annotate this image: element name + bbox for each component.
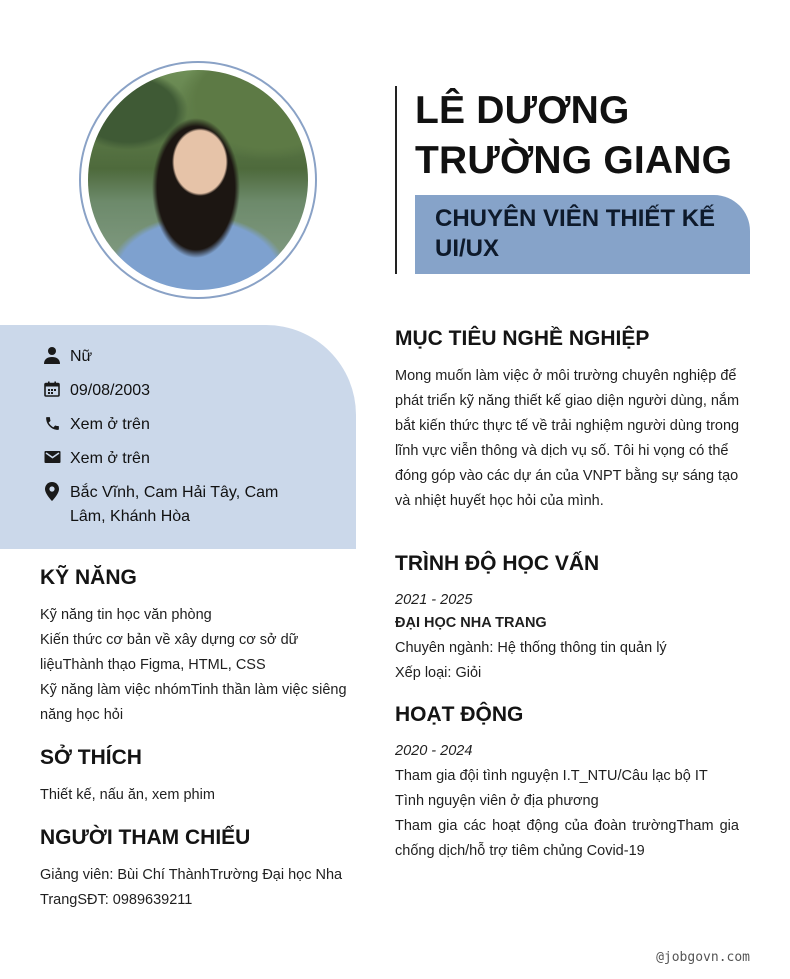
skill-line: Kiến thức cơ bản về xây dựng cơ sở dữ <box>40 632 299 648</box>
objective-line: đóng góp vào các dự án của VNPT bằng sự sáng tạo <box>395 468 739 484</box>
activity-line: Tham gia các hoạt động của đoàn trườngTham gia <box>395 818 739 834</box>
activities-entry <box>395 739 750 864</box>
education-entry <box>395 588 755 686</box>
activities-period: 2020 - 2024 <box>395 743 473 759</box>
candidate-name <box>415 86 775 186</box>
objective-line: Mong muốn làm việc ở môi trường chuyên nghiệp để <box>395 368 737 384</box>
activities-heading: HOẠT ĐỘNG <box>395 703 524 726</box>
activity-line: Tình nguyện viên ở địa phương <box>395 793 599 809</box>
hobbies-heading: SỞ THÍCH <box>40 746 142 769</box>
address-line2: Lâm, Khánh Hòa <box>70 508 191 525</box>
mail-icon <box>42 447 62 467</box>
education-major: Chuyên ngành: Hệ thống thông tin quản lý <box>395 640 667 656</box>
objective-text <box>395 364 755 514</box>
skills-heading: KỸ NĂNG <box>40 566 137 589</box>
skills-list <box>40 603 360 728</box>
gender-text: Nữ <box>70 348 93 365</box>
objective-heading: MỤC TIÊU NGHỀ NGHIỆP <box>395 327 650 350</box>
address-line1: Bắc Vĩnh, Cam Hải Tây, Cam <box>70 484 279 501</box>
avatar <box>88 70 308 290</box>
objective-line: và nhiệt huyết học hỏi của mình. <box>395 493 604 509</box>
references-text <box>40 863 360 913</box>
watermark: @jobgovn.com <box>656 950 750 965</box>
hobbies-line: Thiết kế, nấu ăn, xem phim <box>40 787 215 803</box>
activity-line: Tham gia đội tình nguyện I.T_NTU/Câu lạc bộ IT <box>395 768 708 784</box>
references-heading: NGƯỜI THAM CHIẾU <box>40 826 251 849</box>
candidate-name-line1: LÊ DƯƠNG <box>415 89 630 132</box>
reference-line: Giảng viên: Bùi Chí ThànhTrường Đại học Nha <box>40 867 343 883</box>
job-title-line2: UI/UX <box>435 235 500 262</box>
calendar-icon <box>42 379 62 399</box>
email-text: Xem ở trên <box>70 450 150 467</box>
reference-line: TrangSĐT: 0989639211 <box>40 892 193 908</box>
education-school: ĐẠI HỌC NHA TRANG <box>395 615 547 631</box>
address-text <box>70 481 320 529</box>
job-title-badge <box>415 195 750 274</box>
candidate-name-line2: TRƯỜNG GIANG <box>415 139 733 182</box>
education-grade: Xếp loại: Giỏi <box>395 665 482 681</box>
phone-text: Xem ở trên <box>70 416 150 433</box>
person-icon <box>42 345 62 365</box>
birthday-text: 09/08/2003 <box>70 382 151 399</box>
skill-line: liệuThành thạo Figma, HTML, CSS <box>40 657 266 673</box>
phone-icon <box>42 413 62 433</box>
education-heading: TRÌNH ĐỘ HỌC VẤN <box>395 552 600 575</box>
skill-line: Kỹ năng tin học văn phòng <box>40 607 212 623</box>
job-title-line1: CHUYÊN VIÊN THIẾT KẾ <box>435 205 716 232</box>
name-divider <box>395 86 397 274</box>
hobbies-text <box>40 783 360 808</box>
objective-line: bắt kiến thức thực tế về trải nghiệm người dùng trong <box>395 418 740 434</box>
location-pin-icon <box>42 481 62 501</box>
skill-line: Kỹ năng làm việc nhómTinh thần làm việc siêng <box>40 682 347 698</box>
education-period: 2021 - 2025 <box>395 592 473 608</box>
skill-line: năng học hỏi <box>40 707 124 723</box>
objective-line: phát triển kỹ năng thiết kế giao diện người dùng, nắm <box>395 393 740 409</box>
activity-line: chống dịch/hỗ trợ tiêm chủng Covid-19 <box>395 843 645 859</box>
objective-line: lĩnh vực viễn thông và dịch vụ số. Tôi hi vọng có thể <box>395 443 729 459</box>
